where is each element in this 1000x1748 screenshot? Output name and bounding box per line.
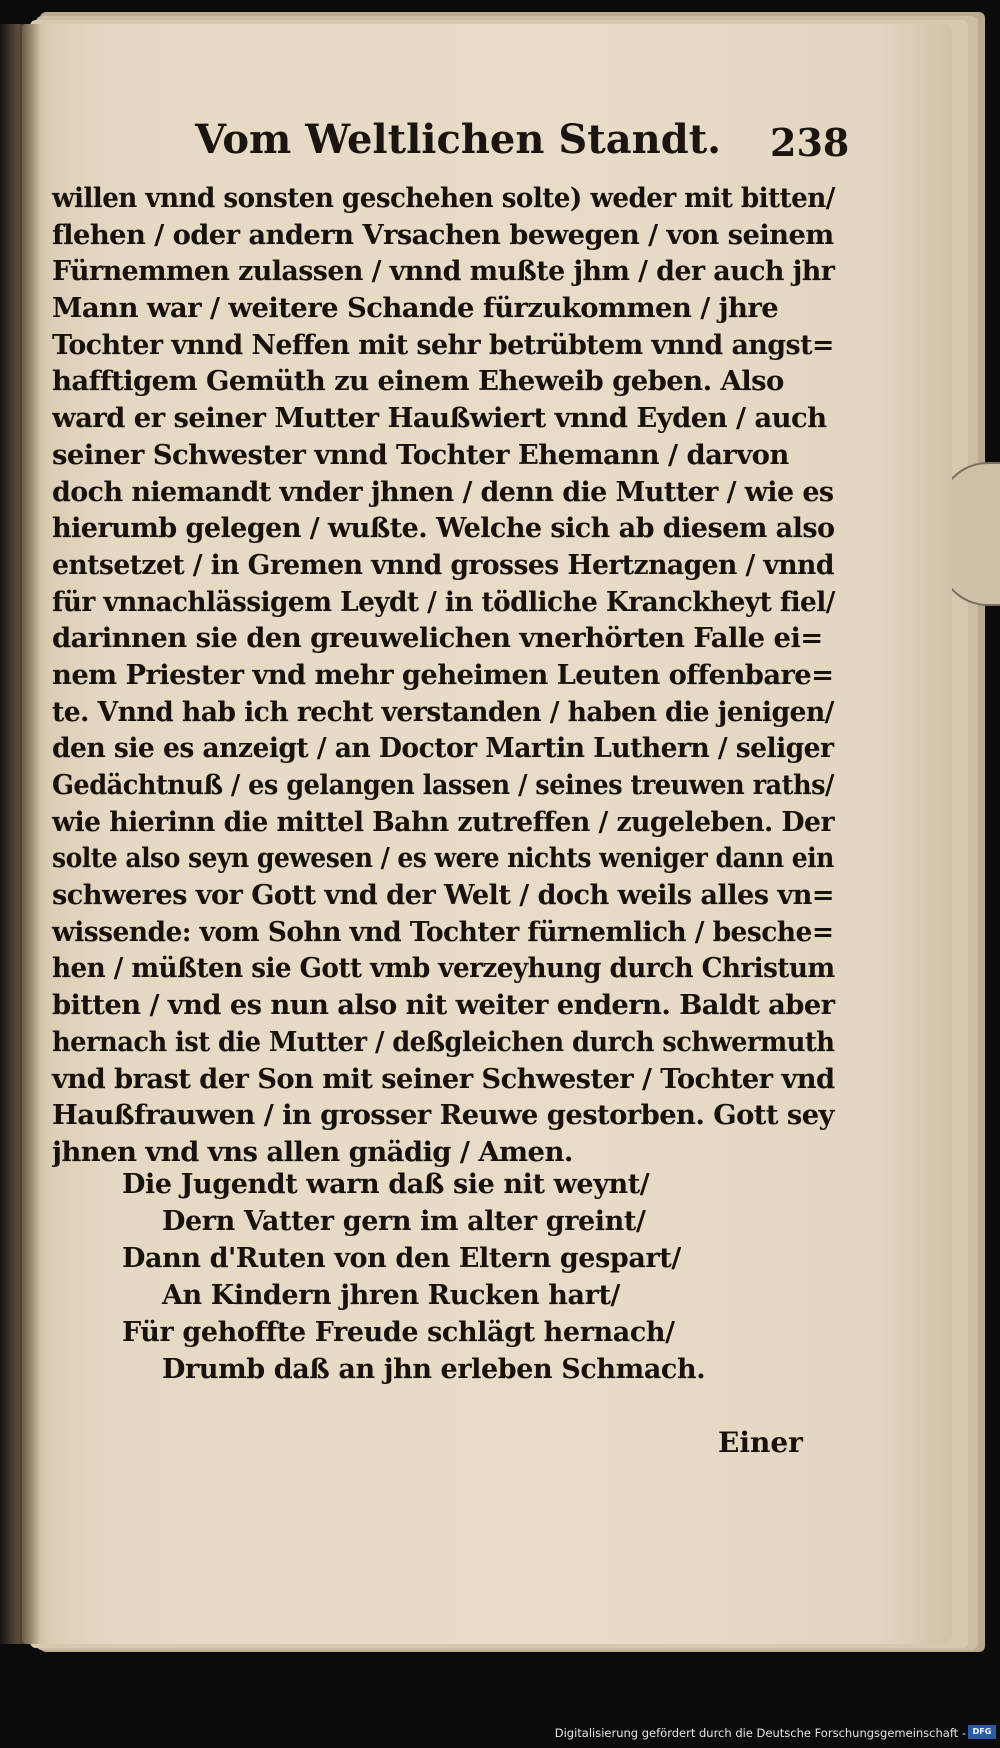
text-line: für vnnachlässigem Leydt / in tödliche Kranckheyt fiel/	[52, 585, 835, 618]
verse-line: Drumb daß an jhn erleben Schmach.	[162, 1354, 706, 1385]
text-line: doch niemandt vnder jhnen / denn die Mutter / wie es	[52, 475, 834, 508]
text-line: ward er seiner Mutter Haußwiert vnnd Eyden / auch	[52, 402, 827, 435]
text-line: Haußfrauwen / in grosser Reuwe gestorben. Gott sey	[52, 1099, 834, 1132]
page-header	[195, 116, 850, 172]
text-line: bitten / vnd es nun also nit weiter endern. Baldt aber	[52, 989, 835, 1022]
text-line: wissende: vom Sohn vnd Tochter fürnemlich / besche=	[52, 915, 834, 948]
verse-line: Dann d'Ruten von den Eltern gespart/	[122, 1243, 681, 1274]
text-line: entsetzet / in Gremen vnnd grosses Hertznagen / vnnd	[52, 548, 834, 581]
page-number: 238	[770, 120, 850, 165]
text-line: schweres vor Gott vnd der Welt / doch weils alles vn=	[52, 879, 835, 912]
text-line: wie hierinn die mittel Bahn zutreffen / zugeleben. Der	[52, 805, 834, 838]
text-line: Tochter vnnd Neffen mit sehr betrübtem vnnd angst=	[52, 328, 834, 361]
text-line: seiner Schwester vnnd Tochter Ehemann / darvon	[52, 438, 789, 471]
text-line: te. Vnnd hab ich recht verstanden / haben die jenigen/	[52, 695, 834, 728]
digitization-credit: Digitalisierung gefördert durch die Deutsche Forschungsgemeinschaft -	[554, 1726, 966, 1740]
text-line: flehen / oder andern Vrsachen bewegen / von seinem	[52, 218, 834, 251]
text-line: hen / müßten sie Gott vmb verzeyhung durch Christum	[52, 952, 835, 985]
verse-line: Für gehoffte Freude schlägt hernach/	[122, 1317, 675, 1348]
text-line: hernach ist die Mutter / deßgleichen durch schwermuth	[52, 1025, 835, 1058]
text-line: hierumb gelegen / wußte. Welche sich ab diesem also	[52, 512, 835, 545]
dfg-logo: DFG	[968, 1725, 996, 1739]
verse-line: Die Jugendt warn daß sie nit weynt/	[122, 1169, 650, 1200]
text-line: nem Priester vnd mehr geheimen Leuten offenbare=	[52, 658, 834, 691]
text-line: willen vnnd sonsten geschehen solte) weder mit bitten/	[52, 182, 835, 214]
body-text	[52, 180, 835, 1171]
footer-bar	[0, 1722, 1000, 1748]
catchword: Einer	[718, 1426, 803, 1459]
text-line: vnd brast der Son mit seiner Schwester / Tochter vnd	[52, 1062, 835, 1095]
running-head: Vom Weltlichen Standt.	[195, 116, 722, 163]
text-line: Fürnemmen zulassen / vnnd mußte jhm / der auch jhr	[52, 255, 835, 288]
text-line: solte also seyn gewesen / es were nichts weniger dann ein	[52, 842, 834, 875]
text-line: den sie es anzeigt / an Doctor Martin Luthern / seliger	[52, 732, 834, 765]
verse-line: Dern Vatter gern im alter greint/	[162, 1206, 646, 1237]
book-spine	[0, 24, 40, 1644]
text-line: Mann war / weitere Schande fürzukommen / jhre	[52, 292, 779, 325]
text-line: darinnen sie den greuwelichen vnerhörten Falle ei=	[52, 622, 823, 655]
verse-block	[122, 1166, 722, 1388]
verse-line: An Kindern jhren Rucken hart/	[162, 1280, 620, 1311]
text-line: jhnen vnd vns allen gnädig / Amen.	[52, 1135, 573, 1168]
text-line: Gedächtnuß / es gelangen lassen / seines treuwen raths/	[52, 769, 834, 801]
text-line: hafftigem Gemüth zu einem Eheweib geben. Also	[52, 365, 784, 398]
